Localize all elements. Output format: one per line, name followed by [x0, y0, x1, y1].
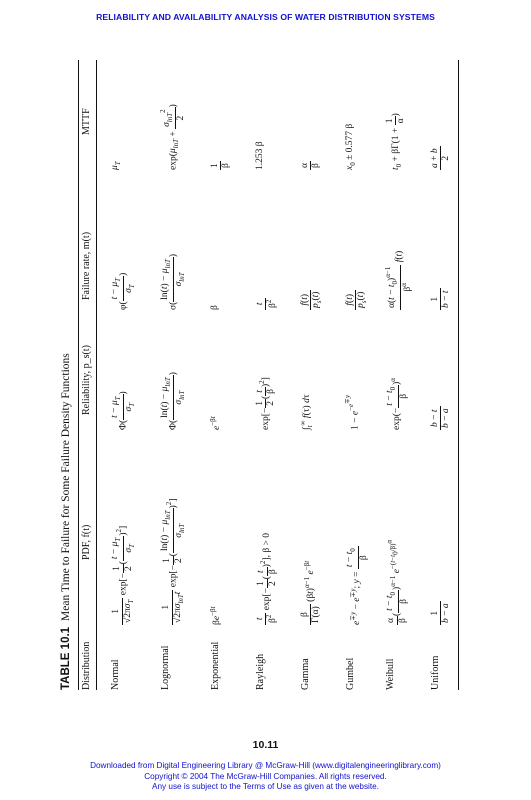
rotated-table — [60, 60, 460, 690]
mttf-cell: 1 β — [210, 163, 232, 168]
mttf-cell: $t_0 + \beta\Gamma(1$ + 1 α ) — [385, 113, 407, 170]
failure-rate-cell: 1 b − t — [430, 290, 452, 308]
pdf-cell: $\beta e^{-\beta t}$ — [209, 606, 223, 625]
header-failure-rate: Failure rate, m(t) — [81, 231, 92, 300]
table-bottom-rule — [458, 60, 459, 690]
table-caption — [60, 353, 72, 690]
failure-rate-cell: t $\beta^2$ — [255, 299, 279, 308]
failure-rate-cell: σ( $\ln(t) - \mu_{lnT}$ $\sigma_{lnT}$ ) — [160, 253, 186, 310]
rel-cell: b − t b − a — [430, 408, 452, 428]
rel-cell: exp[− 1 2 ( t β )$^2$] — [255, 377, 277, 430]
header-pdf: PDF, f(t) — [81, 524, 92, 560]
failure-rate-cell: $\alpha(t - t_0)^{\alpha-1}$ $\beta^\alpha$ f(t) — [384, 250, 413, 308]
rel-cell: Φ( $\ln(t) - \mu_{lnT}$ $\sigma_{lnT}$ ) — [160, 372, 186, 430]
table-title: Mean Time to Failure for Some Failure Density Functions — [60, 353, 72, 621]
rel-cell: Φ( $t - \mu_T$ $\sigma_T$ ) — [110, 391, 136, 430]
dist-cell: Uniform — [430, 655, 441, 690]
pdf-cell: α β ( $t - t_0$ β )$^{\alpha-1}$ $e^{-(t-t_0/\beta)^\alpha}$ — [385, 539, 409, 623]
rel-cell: $1 - e^{-e^{\mp y}}$ — [344, 394, 361, 430]
header-reliability: Reliability, p_s(t) — [81, 345, 92, 415]
header-distribution: Distribution — [81, 641, 92, 690]
rel-cell: $\int_t^\infty$ f(τ) dτ — [299, 394, 315, 430]
page-number: 10.11 — [252, 739, 279, 751]
mttf-cell: α β — [300, 163, 322, 168]
download-footer — [0, 761, 531, 793]
pdf-cell: 1 $√2\pi\sigma_T$ exp[− 1 2 ( $t - \mu_T$ $\sigma_T$ )$^2$] — [110, 525, 136, 623]
pdf-cell: β Γ(α) $(\beta t)^{\alpha-1}$ $e^{-\beta t}$ — [300, 560, 322, 623]
header-mttf: MTTF — [81, 108, 92, 135]
pdf-cell: $e^{\mp y} - e^{\mp y}$; y = $t - t_0$ β — [345, 548, 369, 625]
dist-cell: Gamma — [300, 658, 311, 690]
mttf-cell: $\exp(\mu_{lnT}$ + $\sigma_{lnT}^2$ 2 ) — [159, 104, 186, 170]
failure-rate-cell: f(t) $p_s(t)$ — [300, 291, 324, 308]
pdf-cell: 1 b − a — [430, 603, 452, 623]
footer-line-1[interactable]: Downloaded from Digital Engineering Library @ McGraw-Hill (www.digitalengineeringlibrary.com) — [90, 761, 441, 770]
dist-cell: Rayleigh — [255, 653, 266, 690]
rel-cell: exp(− $t - t_0$ β )$^\alpha$ — [385, 378, 409, 430]
rel-cell: $e^{-\beta t}$ — [209, 416, 223, 430]
table-number: TABLE 10.1 — [60, 626, 72, 690]
running-head: RELIABILITY AND AVAILABILITY ANALYSIS OF WATER DISTRIBUTION SYSTEMS — [96, 12, 435, 22]
dist-cell: Exponential — [210, 641, 221, 690]
table-header-rule — [96, 60, 97, 690]
table-top-rule — [78, 60, 79, 690]
footer-line-2: Copyright © 2004 The McGraw-Hill Companies. All rights reserved. — [144, 771, 387, 781]
mttf-cell: a + b 2 — [430, 148, 452, 168]
failure-rate-cell: β — [210, 305, 220, 310]
failure-rate-cell: φ( $t - \mu_T$ $\sigma_T$ ) — [110, 272, 136, 310]
dist-cell: Weibull — [385, 658, 396, 690]
failure-rate-cell: f(t) $p_s(t)$ — [345, 291, 369, 308]
dist-cell: Gumbel — [345, 657, 356, 690]
dist-cell: Normal — [110, 659, 121, 690]
mttf-cell: $x_0 \pm 0.577$ β — [345, 123, 357, 170]
mttf-cell: 1.253 β — [255, 141, 265, 170]
mttf-cell: $\mu_T$ — [110, 161, 122, 170]
footer-line-3: Any use is subject to the Terms of Use as given at the website. — [152, 782, 379, 791]
pdf-cell: 1 $√2\pi\sigma_{lnT}t$ exp[− 1 2 ( $\ln(t) - \mu_{lnT}$ $\sigma_{lnT}$ )$^2$] — [160, 498, 186, 623]
pdf-cell: t $\beta^2$ exp[− 1 2 ( t β )$^2$], β > 0 — [255, 532, 279, 623]
dist-cell: Lognormal — [160, 645, 171, 690]
